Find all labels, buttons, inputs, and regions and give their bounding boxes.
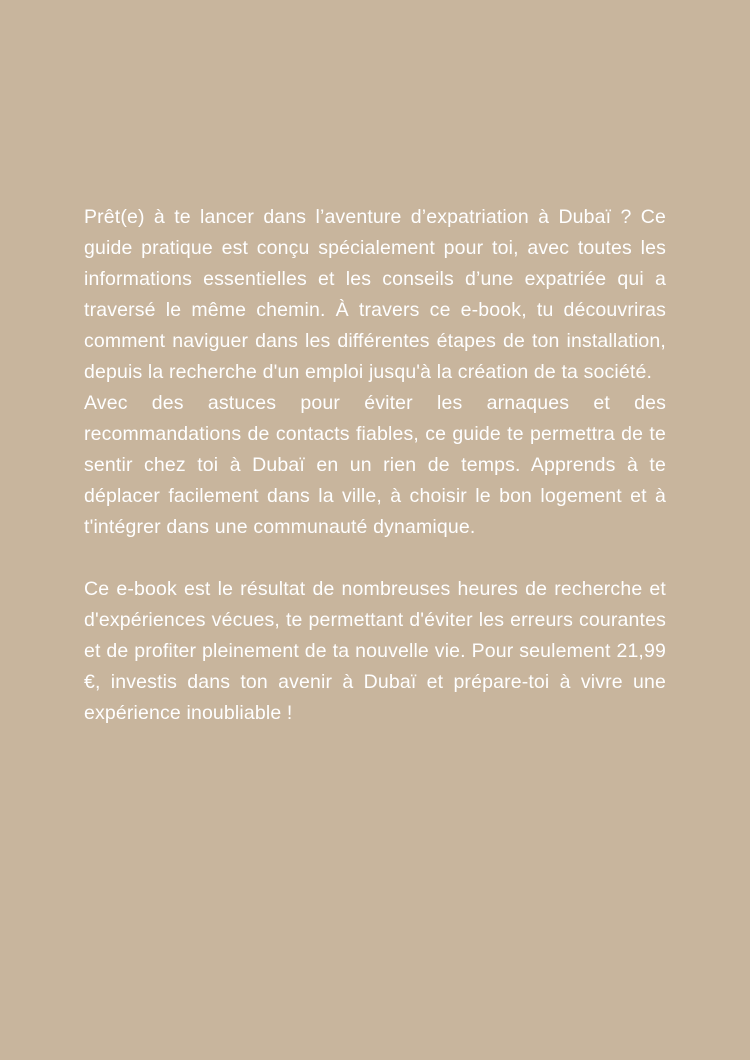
intro-paragraph: Prêt(e) à te lancer dans l’aventure d’expatriation à Dubaï ? Ce guide pratique est conçu spécialement pour toi, avec toutes les informations essentielles et les conseils d’une expatriée qui a traversé le même chemin. À travers ce e-book, tu découvriras comment naviguer dans les différentes étapes de ton installation, depuis la recherche d'un emploi jusqu'à la création de ta société. [84, 206, 666, 383]
paragraph-spacer [84, 543, 666, 574]
ebook-description [84, 202, 666, 729]
tips-paragraph: Avec des astuces pour éviter les arnaques et des recommandations de contacts fiables, ce guide te permettra de te sentir chez toi à Dubaï en un rien de temps. Apprends à te déplacer facilement dans la ville, à choisir le bon logement et à t'intégrer dans une communauté dynamique. [84, 392, 666, 538]
offer-paragraph: Ce e-book est le résultat de nombreuses heures de recherche et d'expériences vécues, te permettant d'éviter les erreurs courantes et de profiter pleinement de ta nouvelle vie. Pour seulement 21,99 €, investis dans ton avenir à Dubaï et prépare-toi à vivre une expérience inoubliable ! [84, 578, 666, 724]
